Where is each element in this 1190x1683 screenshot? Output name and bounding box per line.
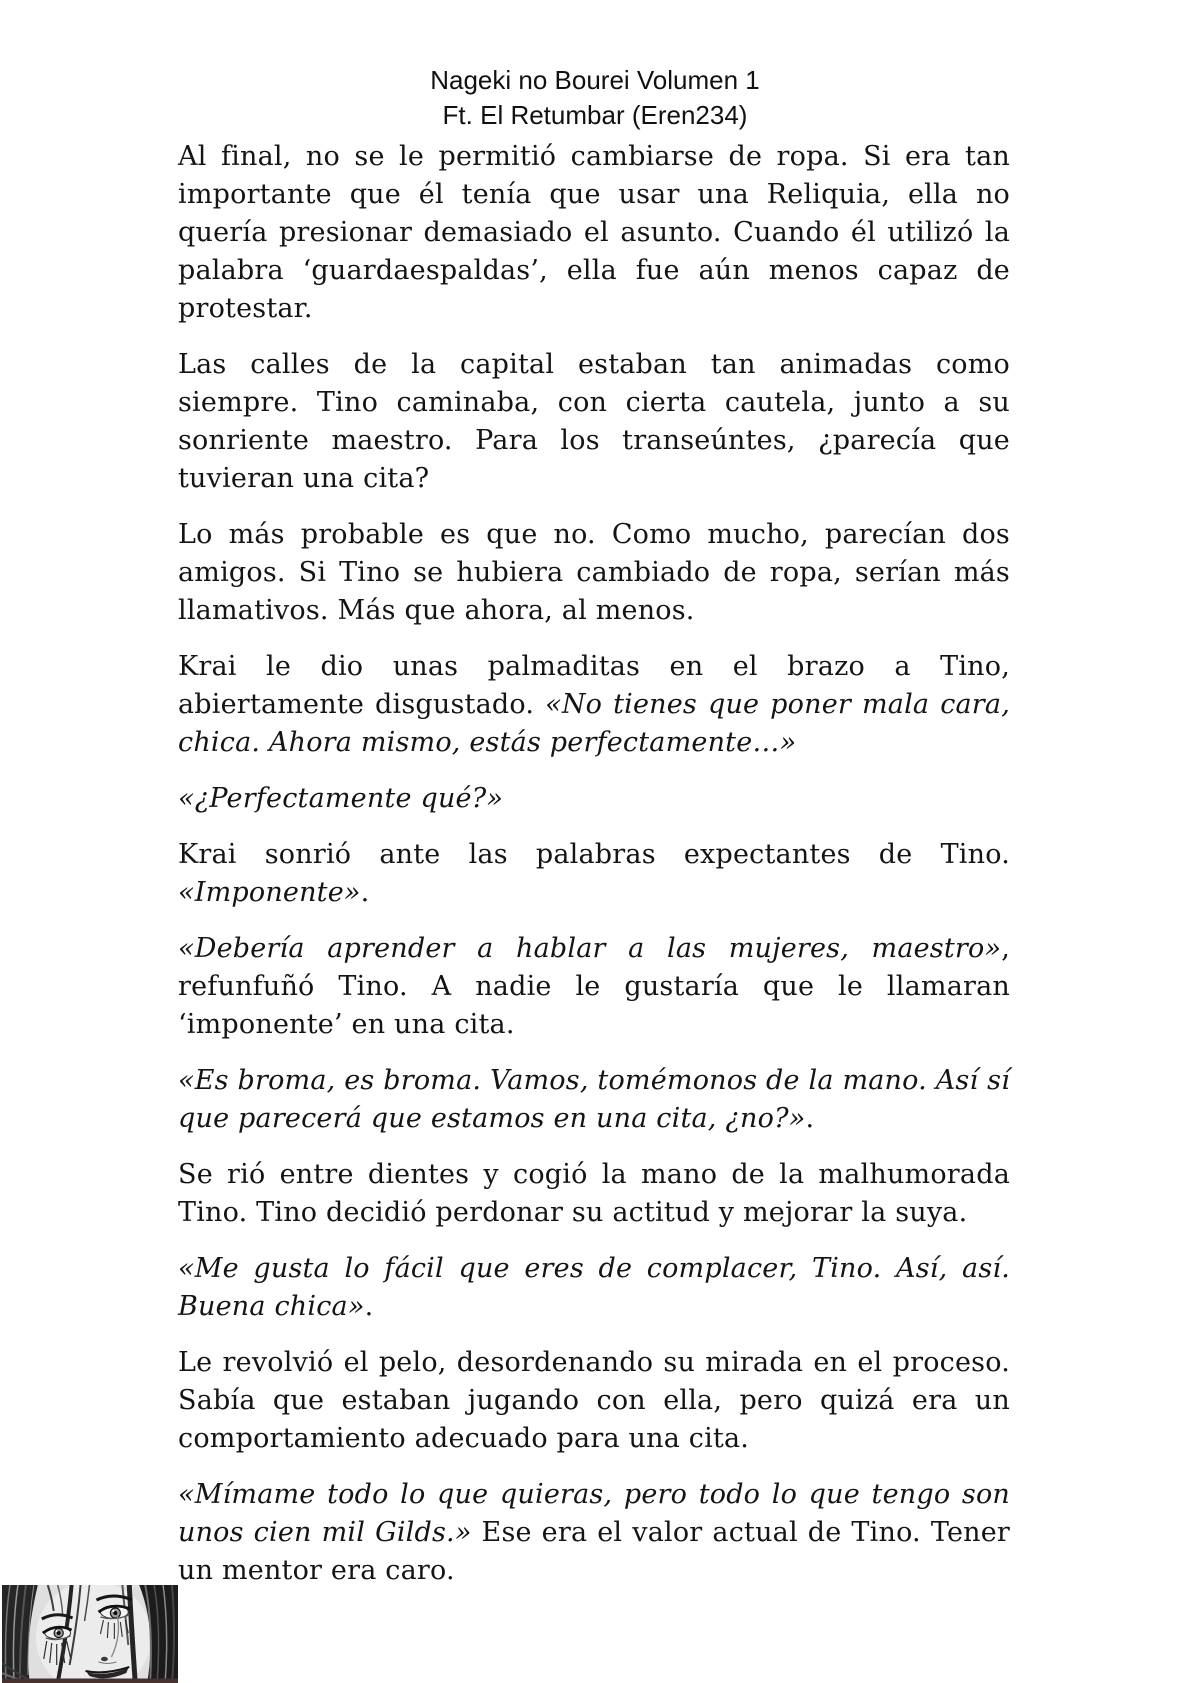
paragraph <box>178 138 1010 328</box>
paragraph <box>178 1476 1010 1590</box>
paragraph <box>178 1156 1010 1232</box>
quote-segment: «Me gusta lo fácil que eres de complacer, Tino. Así, así. Buena chica» <box>178 1253 1010 1322</box>
quote-segment: «¿Perfectamente qué?» <box>178 783 504 814</box>
quote-segment: «Es broma, es broma. Vamos, tomémonos de la mano. Así sí que parecerá que estamos en una cita, ¿no?» <box>178 1065 1010 1134</box>
text-segment: . <box>805 1103 815 1134</box>
document-body <box>178 138 1010 1590</box>
text-segment: Al final, no se le permitió cambiarse de ropa. Si era tan importante que él tenía que usar una Reliquia, ella no quería presionar demasiado el asunto. Cuando él utilizó la palabra ‘guardaespaldas’, ella fue aún menos capaz de protestar. <box>178 141 1010 324</box>
paragraph <box>178 648 1010 762</box>
paragraph <box>178 1062 1010 1138</box>
quote-segment: «Mímame todo lo que quieras, pero todo lo que tengo son unos cien mil Gilds.» <box>178 1479 1010 1548</box>
quote-segment: «Imponente» <box>178 877 361 908</box>
paragraph <box>178 780 1010 818</box>
paragraph <box>178 516 1010 630</box>
text-segment: , refunfuñó Tino. A nadie le gustaría que le llamaran ‘imponente’ en una cita. <box>178 933 1010 1040</box>
paragraph <box>178 930 1010 1044</box>
text-segment: Le revolvió el pelo, desordenando su mirada en el proceso. Sabía que estaban jugando con ella, pero quizá era un comportamiento adecuado para una cita. <box>178 1347 1010 1454</box>
quote-segment: «Debería aprender a hablar a las mujeres, maestro» <box>178 933 1002 964</box>
text-segment: Las calles de la capital estaban tan animadas como siempre. Tino caminaba, con cierta cautela, junto a su sonriente maestro. Para los transeúntes, ¿parecía que tuvieran una cita? <box>178 349 1010 494</box>
paragraph <box>178 1250 1010 1326</box>
paragraph <box>178 836 1010 912</box>
text-segment: Se rió entre dientes y cogió la mano de la malhumorada Tino. Tino decidió perdonar su actitud y mejorar la suya. <box>178 1159 1010 1228</box>
paragraph <box>178 346 1010 498</box>
manga-face-illustration <box>2 1585 178 1683</box>
text-segment: Ese era el valor actual de Tino. Tener un mentor era caro. <box>178 1517 1010 1586</box>
text-segment: . <box>364 1291 374 1322</box>
paragraph <box>178 1344 1010 1458</box>
quote-segment: «No tienes que poner mala cara, chica. Ahora mismo, estás perfectamente…» <box>178 689 1010 758</box>
document-title-line2: Ft. El Retumbar (Eren234) <box>442 100 748 130</box>
text-segment: Krai le dio unas palmaditas en el brazo a Tino, abiertamente disgustado. <box>178 651 1010 720</box>
manga-face-art <box>2 1585 178 1683</box>
text-segment: . <box>360 877 370 908</box>
document-title-line1: Nageki no Bourei Volumen 1 <box>430 65 760 95</box>
text-segment: Krai sonrió ante las palabras expectantes de Tino. <box>178 839 1010 870</box>
text-segment: Lo más probable es que no. Como mucho, parecían dos amigos. Si Tino se hubiera cambiado de ropa, serían más llamativos. Más que ahora, al menos. <box>178 519 1010 626</box>
document-header <box>0 0 1190 133</box>
